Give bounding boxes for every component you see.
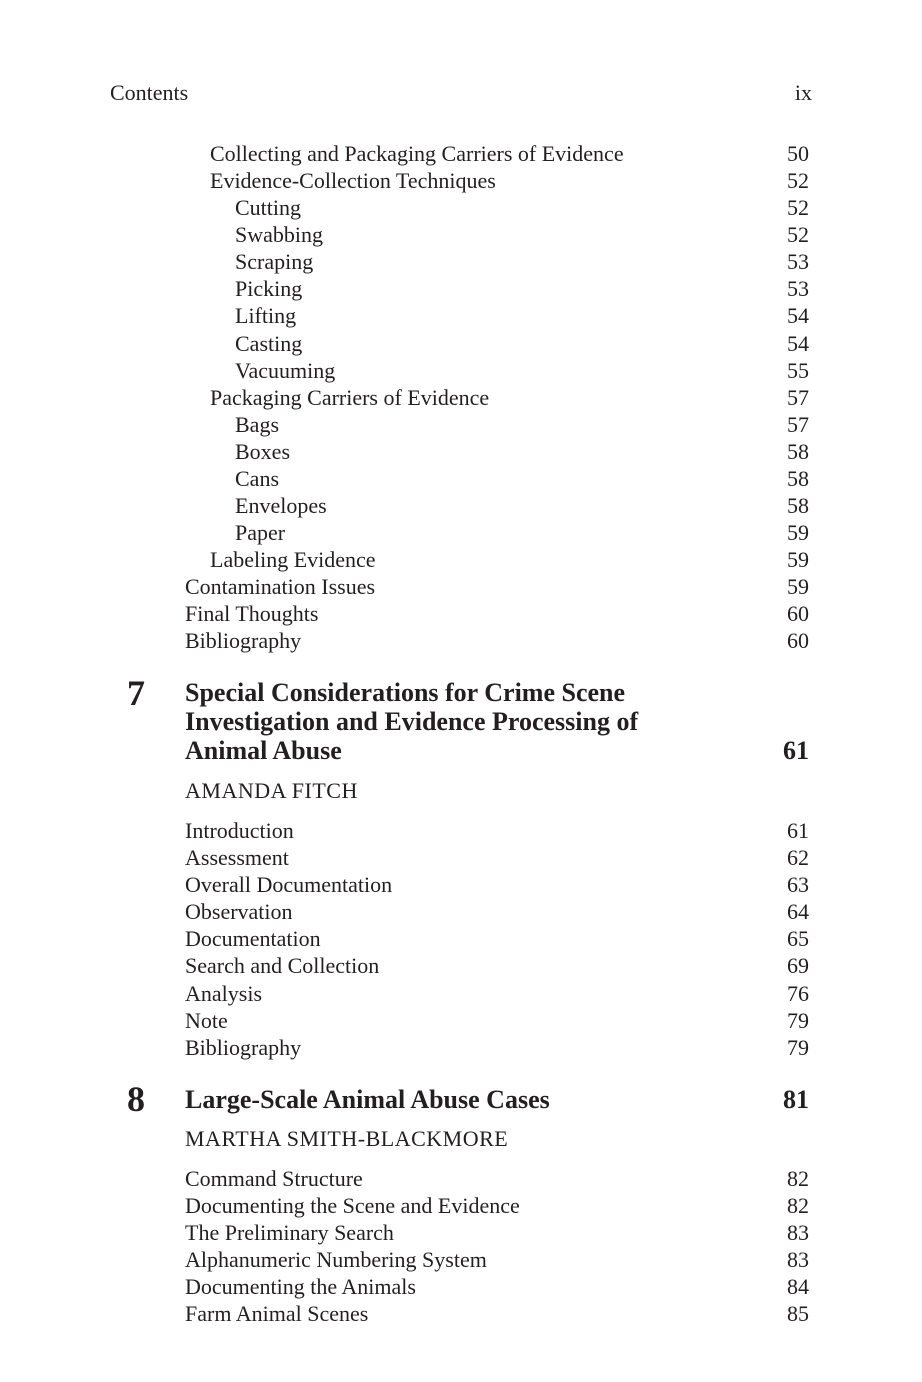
toc-entry-page: 64 bbox=[787, 899, 809, 924]
toc-entry[interactable] bbox=[0, 492, 922, 519]
toc-entry[interactable] bbox=[0, 546, 922, 573]
toc-entry-label: Boxes bbox=[235, 439, 290, 464]
chapter-8-number: 8 bbox=[127, 1079, 145, 1119]
toc-entry-page: 50 bbox=[787, 141, 809, 166]
toc-entry-label: Bibliography bbox=[185, 628, 302, 653]
toc-entry[interactable] bbox=[0, 600, 922, 627]
toc-entry-page: 84 bbox=[787, 1274, 809, 1299]
toc-entry[interactable] bbox=[0, 140, 922, 167]
toc-entry-page: 52 bbox=[787, 168, 809, 193]
toc-entry[interactable] bbox=[0, 844, 922, 871]
toc-entry-page: 83 bbox=[787, 1247, 809, 1272]
toc-entry-label: Picking bbox=[235, 276, 303, 301]
toc-entry-label: Documentation bbox=[185, 926, 321, 951]
toc-entry[interactable] bbox=[0, 1192, 922, 1219]
chapter-7-title[interactable] bbox=[185, 678, 638, 765]
toc-entry-page: 59 bbox=[787, 547, 809, 572]
toc-entry-page: 58 bbox=[787, 466, 809, 491]
toc-entry-label: Evidence-Collection Techniques bbox=[210, 168, 496, 193]
toc-entry[interactable] bbox=[0, 817, 922, 844]
toc-entry[interactable] bbox=[0, 1034, 922, 1061]
chapter-7-title-line-2: Investigation and Evidence Processing of bbox=[185, 707, 639, 736]
toc-entry-page: 85 bbox=[787, 1301, 809, 1326]
toc-entry[interactable] bbox=[0, 411, 922, 438]
toc-entry-label: Farm Animal Scenes bbox=[185, 1301, 369, 1326]
toc-entry-label: Swabbing bbox=[235, 222, 323, 247]
toc-entry[interactable] bbox=[0, 357, 922, 384]
toc-entry-label: Contamination Issues bbox=[185, 574, 376, 599]
running-head bbox=[110, 80, 812, 108]
toc-entry-label: Lifting bbox=[235, 303, 297, 328]
toc-entry[interactable] bbox=[0, 248, 922, 275]
toc-entry-page: 53 bbox=[787, 276, 809, 301]
chapter-8-title[interactable]: Large-Scale Animal Abuse Cases bbox=[185, 1085, 550, 1114]
toc-entry-label: Introduction bbox=[185, 818, 294, 843]
toc-entry[interactable] bbox=[0, 573, 922, 600]
toc-entry-label: Overall Documentation bbox=[185, 872, 393, 897]
toc-entry[interactable] bbox=[0, 302, 922, 329]
toc-entry-label: Bibliography bbox=[185, 1035, 302, 1060]
toc-entry[interactable] bbox=[0, 1273, 922, 1300]
chapter-7-number: 7 bbox=[127, 673, 145, 713]
toc-entry-label: Scraping bbox=[235, 249, 314, 274]
toc-entry[interactable] bbox=[0, 330, 922, 357]
chapter-8-author: MARTHA SMITH-BLACKMORE bbox=[185, 1126, 509, 1151]
toc-entry-label: Final Thoughts bbox=[185, 601, 319, 626]
toc-entry-page: 59 bbox=[787, 520, 809, 545]
toc-entry[interactable] bbox=[0, 980, 922, 1007]
toc-entry-label: Envelopes bbox=[235, 493, 327, 518]
toc-entry[interactable] bbox=[0, 465, 922, 492]
chapter-7-title-line-1: Special Considerations for Crime Scene bbox=[185, 678, 626, 707]
toc-entry-page: 58 bbox=[787, 493, 809, 518]
toc-entry-label: Packaging Carriers of Evidence bbox=[210, 385, 490, 410]
toc-entry-label: Command Structure bbox=[185, 1166, 363, 1191]
toc-entry-label: Assessment bbox=[185, 845, 289, 870]
toc-entry[interactable] bbox=[0, 871, 922, 898]
toc-entry[interactable] bbox=[0, 1219, 922, 1246]
toc-entry-label: Casting bbox=[235, 331, 303, 356]
toc-entry-page: 65 bbox=[787, 926, 809, 951]
toc-entry[interactable] bbox=[0, 925, 922, 952]
toc-entry-label: Observation bbox=[185, 899, 293, 924]
toc-entry[interactable] bbox=[0, 952, 922, 979]
toc-entry-page: 55 bbox=[787, 358, 809, 383]
toc-entry-page: 58 bbox=[787, 439, 809, 464]
toc-entry-page: 82 bbox=[787, 1166, 809, 1191]
toc-entry[interactable] bbox=[0, 384, 922, 411]
toc-entry-label: Bags bbox=[235, 412, 279, 437]
toc-entry-label: Paper bbox=[235, 520, 286, 545]
toc-entry-page: 52 bbox=[787, 222, 809, 247]
toc-entry-page: 60 bbox=[787, 628, 809, 653]
chapter-7-author: AMANDA FITCH bbox=[185, 778, 358, 803]
toc-entry-page: 79 bbox=[787, 1035, 809, 1060]
toc-entry-page: 52 bbox=[787, 195, 809, 220]
toc-entry-page: 82 bbox=[787, 1193, 809, 1218]
toc-entry-page: 62 bbox=[787, 845, 809, 870]
toc-entry[interactable] bbox=[0, 1300, 922, 1327]
toc-entry[interactable] bbox=[0, 167, 922, 194]
toc-entry-label: Alphanumeric Numbering System bbox=[185, 1247, 487, 1272]
toc-entry-page: 83 bbox=[787, 1220, 809, 1245]
toc-entry-page: 63 bbox=[787, 872, 809, 897]
toc-entry-page: 54 bbox=[787, 303, 809, 328]
toc-entry-label: Search and Collection bbox=[185, 953, 380, 978]
toc-entry-label: Analysis bbox=[185, 981, 262, 1006]
toc-entry[interactable] bbox=[0, 519, 922, 546]
toc-entry[interactable] bbox=[0, 1246, 922, 1273]
toc-entry-page: 53 bbox=[787, 249, 809, 274]
toc-entry-page: 60 bbox=[787, 601, 809, 626]
toc-entry[interactable] bbox=[0, 1007, 922, 1034]
toc-entry-page: 59 bbox=[787, 574, 809, 599]
toc-entry-page: 61 bbox=[787, 818, 809, 843]
chapter-8-page: 81 bbox=[783, 1085, 809, 1114]
toc-entry[interactable] bbox=[0, 898, 922, 925]
toc-entry-label: Labeling Evidence bbox=[210, 547, 376, 572]
toc-entry-page: 57 bbox=[787, 412, 809, 437]
toc-entry-page: 57 bbox=[787, 385, 809, 410]
running-head-title: Contents bbox=[110, 80, 189, 105]
toc-entry-page: 76 bbox=[787, 981, 809, 1006]
toc-entry-label: Collecting and Packaging Carriers of Evidence bbox=[210, 141, 624, 166]
toc-entry[interactable] bbox=[0, 438, 922, 465]
toc-entry-label: Vacuuming bbox=[235, 358, 336, 383]
toc-entry-label: The Preliminary Search bbox=[185, 1220, 394, 1245]
toc-entry-label: Documenting the Scene and Evidence bbox=[185, 1193, 520, 1218]
toc-entry-page: 69 bbox=[787, 953, 809, 978]
chapter-7-title-line-3: Animal Abuse bbox=[185, 736, 342, 765]
toc-entry-label: Documenting the Animals bbox=[185, 1274, 416, 1299]
toc-entry-label: Cutting bbox=[235, 195, 302, 220]
toc-entry-label: Cans bbox=[235, 466, 279, 491]
page-folio: ix bbox=[794, 80, 812, 105]
toc-entry[interactable] bbox=[0, 221, 922, 248]
toc-entry[interactable] bbox=[0, 275, 922, 302]
toc-entry[interactable] bbox=[0, 1165, 922, 1192]
toc-entry[interactable] bbox=[0, 627, 922, 654]
toc-entry[interactable] bbox=[0, 194, 922, 221]
toc-entry-page: 54 bbox=[787, 331, 809, 356]
toc-entry-page: 79 bbox=[787, 1008, 809, 1033]
chapter-7-page: 61 bbox=[783, 736, 809, 765]
toc-entry-label: Note bbox=[185, 1008, 228, 1033]
